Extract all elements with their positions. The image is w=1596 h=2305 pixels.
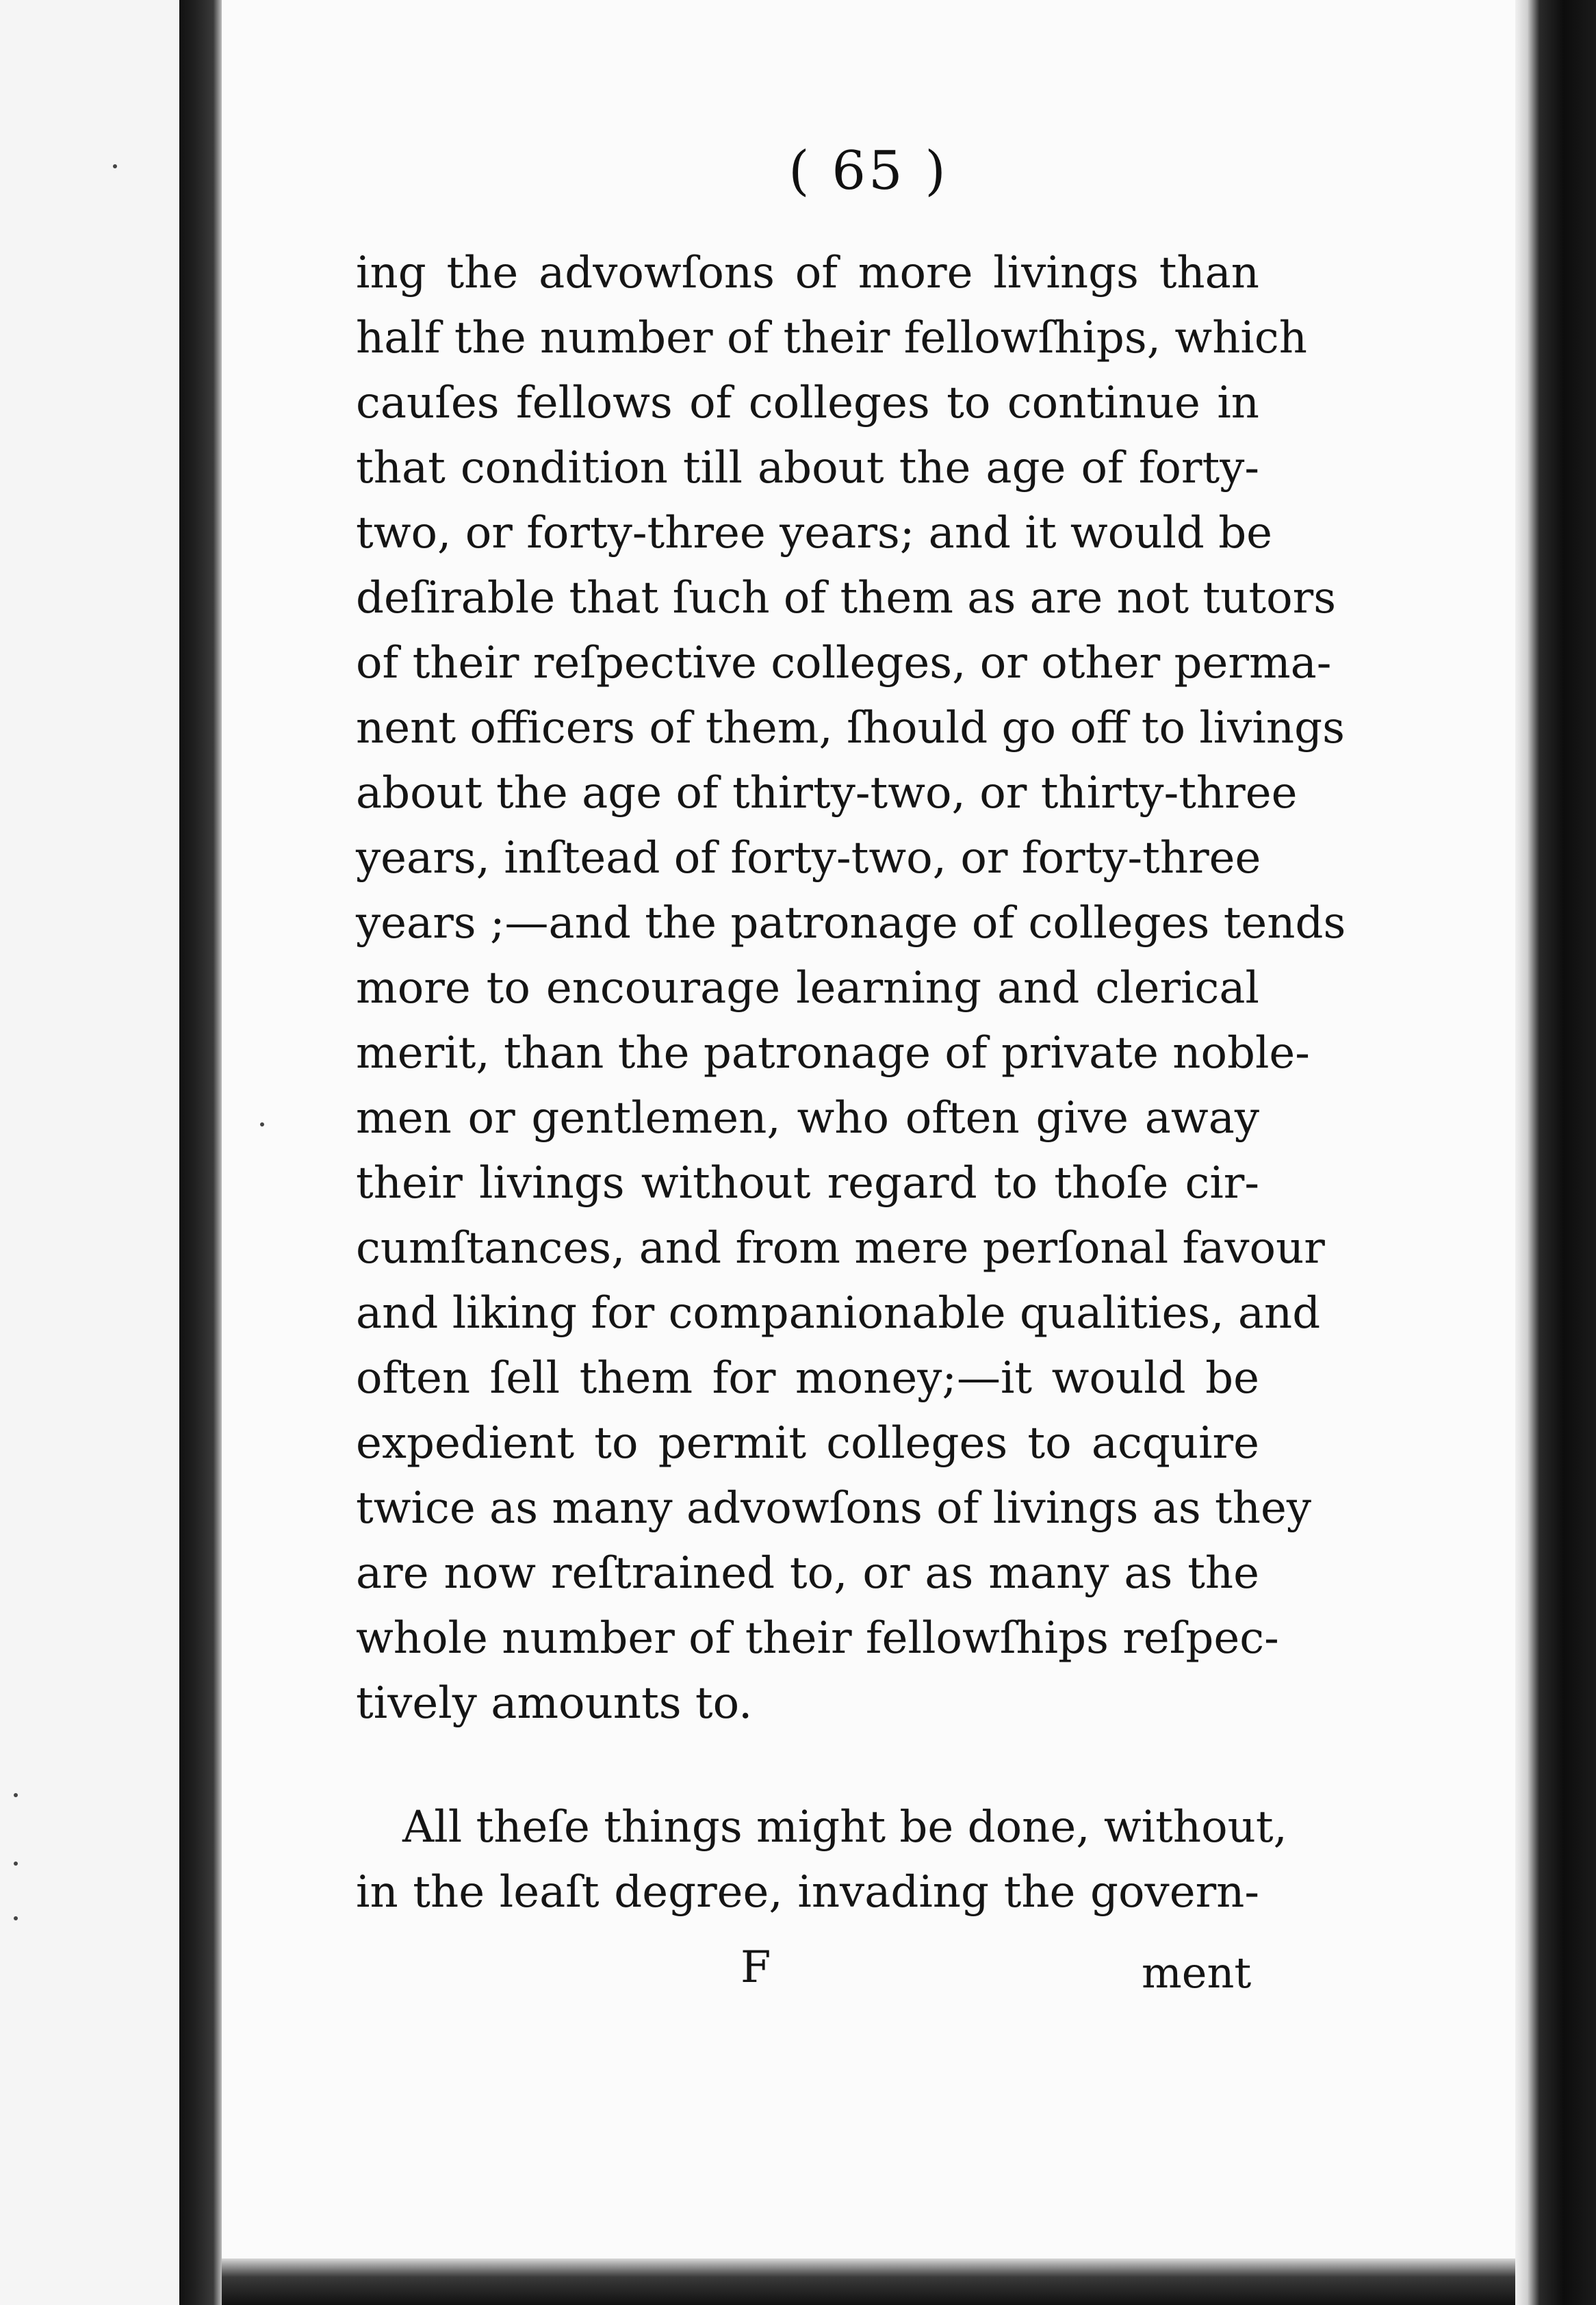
text-line: whole number of their fellowſhips reſpec- — [356, 1613, 1279, 1664]
text-line: that condition till about the age of forty- — [356, 443, 1259, 493]
scan-speck — [14, 1916, 18, 1920]
page-number: ( 65 ) — [788, 140, 949, 202]
text-line: All theſe things might be done, without, — [402, 1802, 1287, 1853]
scan-speck — [14, 1793, 18, 1797]
text-line: men or gentlemen, who often give away — [356, 1093, 1259, 1144]
text-line: about the age of thirty-two, or thirty-three — [356, 768, 1298, 819]
text-line: deſirable that ſuch of them as are not tutors — [356, 573, 1337, 623]
scan-speck — [14, 1862, 18, 1866]
text-line: nent officers of them, ſhould go off to livings — [356, 703, 1345, 754]
text-line: in the leaſt degree, invading the govern- — [356, 1867, 1259, 1918]
page-fore-edge — [1515, 0, 1596, 2305]
facing-page-edge — [0, 0, 179, 2305]
text-line: are now reſtrained to, or as many as the — [356, 1548, 1259, 1599]
text-line: their livings without regard to thoſe cir- — [356, 1158, 1259, 1209]
paragraph-break — [356, 1736, 1259, 1795]
text-line: ing the advowſons of more livings than — [356, 248, 1259, 298]
text-line: and liking for companionable qualities, and — [356, 1288, 1321, 1339]
text-line: more to encourage learning and clerical — [356, 963, 1259, 1014]
scan-speck — [260, 1122, 264, 1126]
text-line: cumſtances, and from mere perſonal favour — [356, 1223, 1325, 1274]
page-bottom-edge — [222, 2258, 1515, 2305]
text-line: twice as many advowſons of livings as they — [356, 1483, 1311, 1534]
text-line: expedient to permit colleges to acquire — [356, 1418, 1259, 1469]
body-text — [356, 241, 1346, 1925]
text-line: tively amounts to. — [356, 1678, 753, 1729]
text-line: half the number of their fellowſhips, which — [356, 313, 1307, 363]
text-line: merit, than the patronage of private noble- — [356, 1028, 1310, 1079]
text-line: years, inſtead of forty-two, or forty-three — [356, 833, 1261, 884]
text-line: two, or forty-three years; and it would be — [356, 508, 1273, 558]
book-gutter — [179, 0, 222, 2305]
text-line: of their reſpective colleges, or other perma- — [356, 638, 1332, 688]
text-line: cauſes fellows of colleges to continue in — [356, 378, 1259, 428]
catchword: ment — [1142, 1948, 1252, 1998]
text-line: often ſell them for money;—it would be — [356, 1353, 1259, 1404]
scan-speck — [113, 164, 117, 168]
signature-mark: F — [741, 1942, 771, 1993]
text-line: years ;—and the patronage of colleges tends — [356, 898, 1346, 949]
